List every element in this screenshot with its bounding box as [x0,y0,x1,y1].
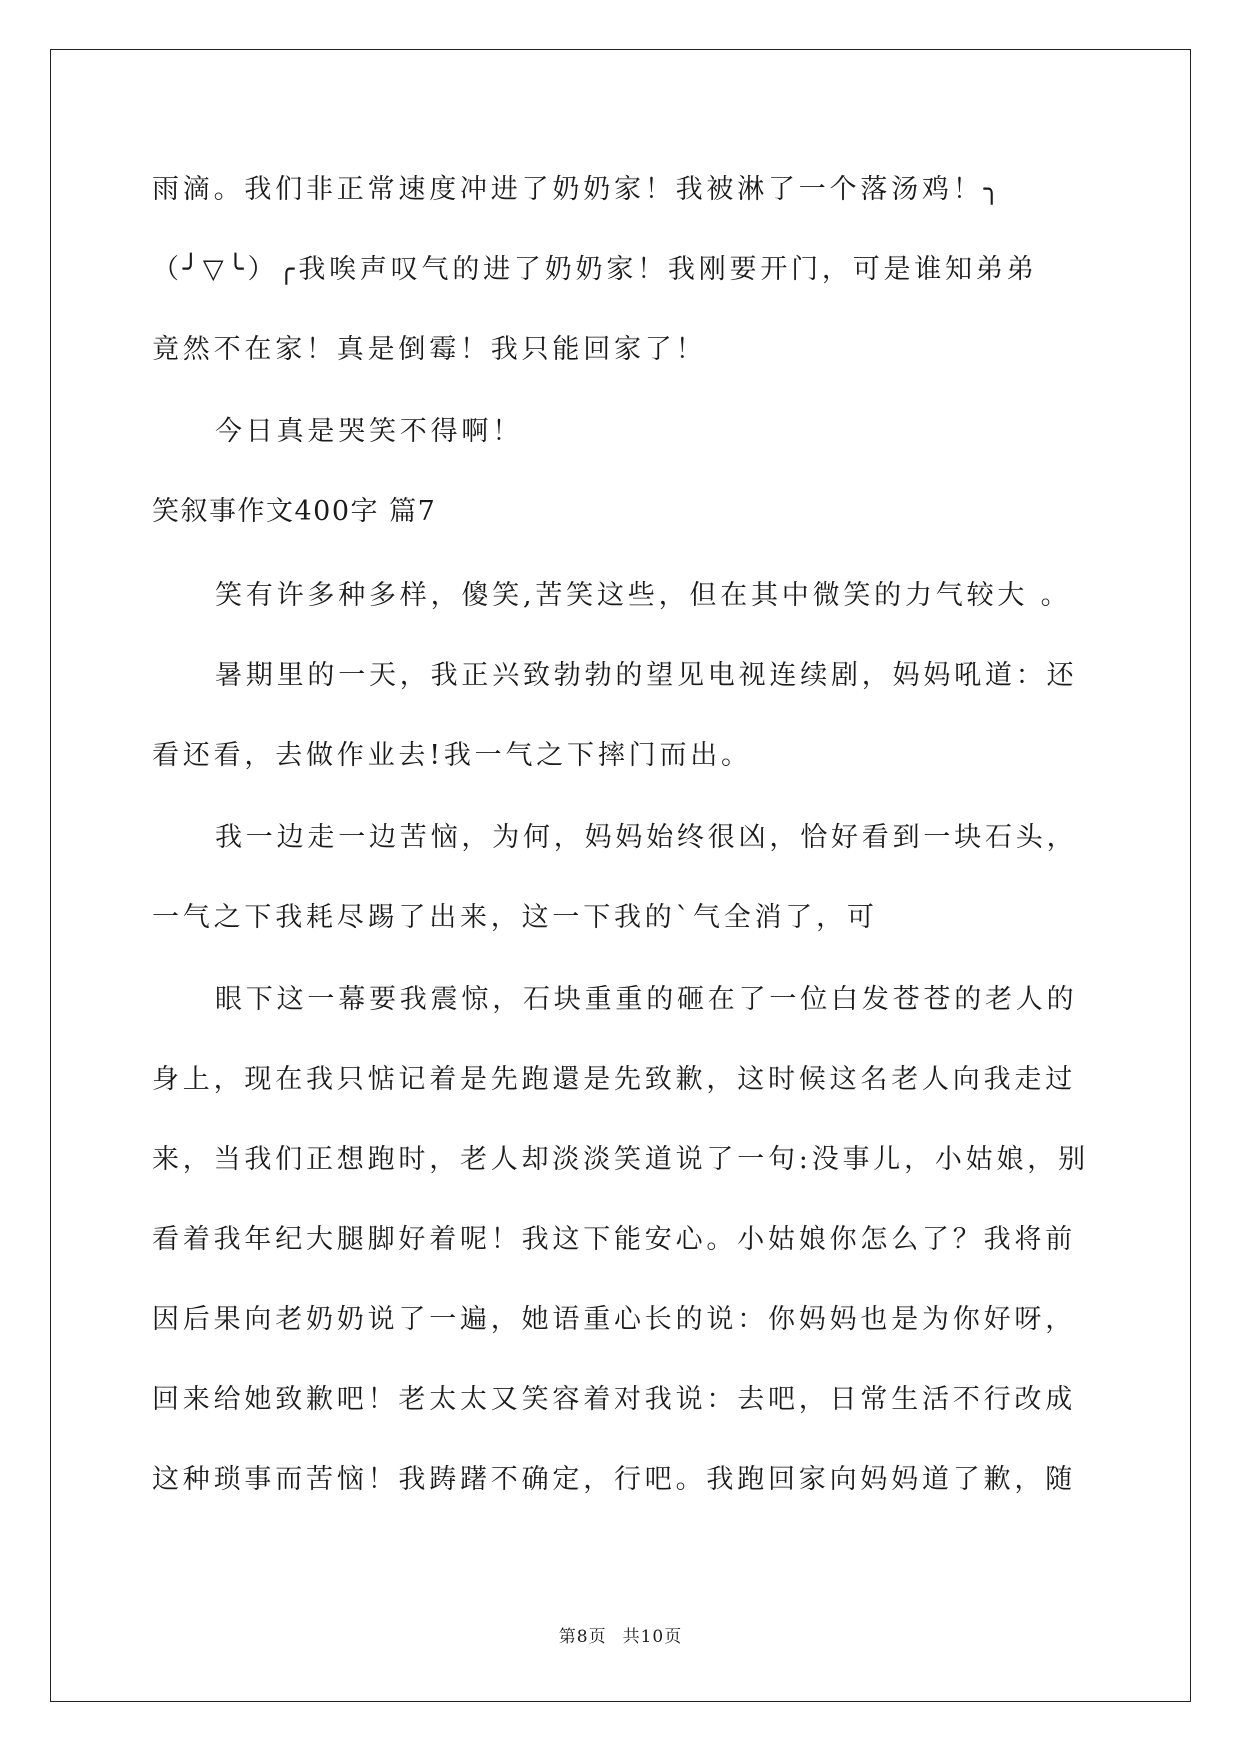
page-total: 共10页 [622,1627,683,1647]
text-line: 这种琐事而苦恼！我踌躇不确定，行吧。我跑回家向妈妈道了歉，随 [152,1464,1076,1495]
text-line: 眼下这一幕要我震惊，石块重重的砸在了一位白发苍苍的老人的 [215,984,1078,1015]
text-line: 看还看，去做作业去!我一气之下摔门而出。 [152,740,752,771]
text-line: 看着我年纪大腿脚好着呢！我这下能安心。小姑娘你怎么了？我将前 [152,1224,1076,1255]
section-heading: 笑叙事作文400字 篇7 [152,496,437,527]
text-line: 暑期里的一天，我正兴致勃勃的望见电视连续剧，妈妈吼道：还 [215,660,1078,691]
text-line: 来，当我们正想跑时，老人却淡淡笑道说了一句:没事儿，小姑娘，别 [152,1144,1089,1175]
text-line: 一气之下我耗尽踢了出来，这一下我的`气全消了，可 [152,902,878,933]
page-footer [0,1622,1241,1647]
text-line: （╯▽╰）╭我唉声叹气的进了奶奶家！我刚要开门，可是谁知弟弟 [152,254,1038,285]
text-line: 回来给她致歉吧！老太太又笑容着对我说：去吧，日常生活不行改成 [152,1384,1076,1415]
text-line: 因后果向老奶奶说了一遍，她语重心长的说：你妈妈也是为你好呀， [152,1304,1076,1335]
text-line: 笑有许多种多样，傻笑,苦笑这些，但在其中微笑的力气较大 。 [215,580,1072,611]
text-line: 我一边走一边苦恼，为何，妈妈始终很凶，恰好看到一块石头， [215,822,1078,853]
page-number: 第8页 [558,1627,607,1647]
text-line: 身上，现在我只惦记着是先跑還是先致歉，这时候这名老人向我走过 [152,1064,1076,1095]
text-line: 今日真是哭笑不得啊！ [215,416,523,447]
text-line: 雨滴。我们非正常速度冲进了奶奶家！我被淋了一个落汤鸡！╮ [152,174,1004,205]
text-line: 竟然不在家！真是倒霉！我只能回家了！ [152,334,707,365]
page-border [50,49,1191,1702]
